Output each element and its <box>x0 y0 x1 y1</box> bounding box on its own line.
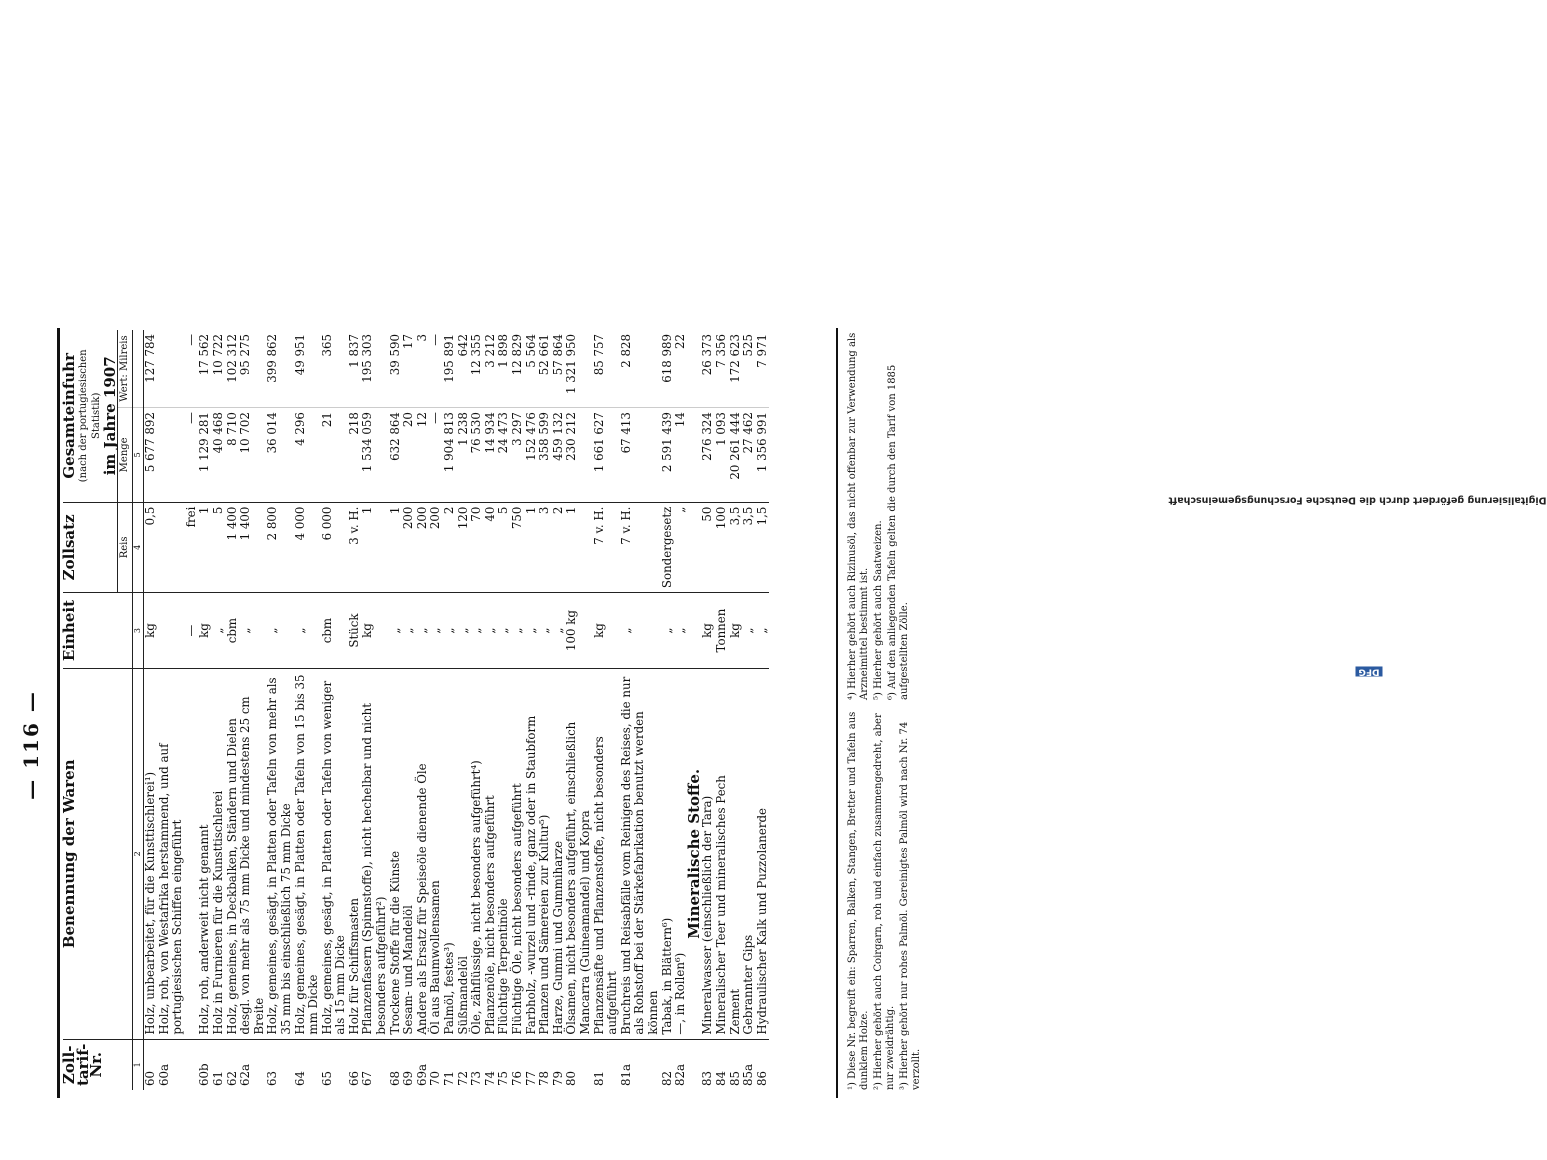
unit-cell: „ <box>552 593 566 669</box>
import-table <box>60 330 769 1090</box>
value-cell: 195 303 <box>360 334 375 383</box>
table-row <box>143 330 157 1090</box>
value-cell: 26 373 <box>700 334 715 376</box>
table-row <box>661 330 675 1090</box>
unit-cell <box>158 593 185 669</box>
value-cell: 525 <box>741 334 756 357</box>
tariff-nr-cell: 65 <box>321 1039 348 1090</box>
quantity-cell: 152 476 <box>525 408 539 503</box>
duty-rate-cell: 750 <box>511 502 525 592</box>
unit-cell: „ <box>389 593 403 669</box>
goods-name-cell: Holz, unbearbeitet, für die Kunsttischlerei¹) <box>143 668 157 1039</box>
value-cell: 49 951 <box>292 334 307 376</box>
goods-name-cell: Flüchtige Terpentinöle <box>497 668 511 1039</box>
goods-name-cell: Pflanzen und Sämereien zur Kultur⁵) <box>538 668 552 1039</box>
duty-rate-cell: 1 <box>565 502 592 592</box>
goods-name-cell: Holz, roh, anderweit nicht genannt <box>198 668 212 1039</box>
goods-name-cell: Andere als Ersatz für Speiseöle dienende Öle <box>416 668 430 1039</box>
duty-rate-cell: 200 <box>429 502 443 592</box>
value-cell: 7 356 <box>713 334 728 368</box>
goods-name-cell: Holz, gemeines, gesägt, in Platten oder Tafeln von mehr als 35 mm bis einschließlich 75 mm Dicke <box>266 668 293 1039</box>
quantity-cell: — <box>185 408 199 503</box>
value-cell: 1 898 <box>496 334 511 368</box>
goods-name-cell: Holz, gemeines, gesägt, in Platten oder Tafeln von weniger als 15 mm Dicke <box>321 668 348 1039</box>
goods-name-cell: Pflanzenöle, nicht besonders aufgeführt <box>484 668 498 1039</box>
tariff-nr-cell: 68 <box>389 1039 403 1090</box>
table-body-main <box>143 330 687 1090</box>
header-rate: Zollsatz <box>63 502 118 592</box>
value-cell: 618 989 <box>659 334 674 383</box>
tariff-nr-cell: 85 <box>729 1039 743 1090</box>
value-cell: — <box>183 334 198 346</box>
unit-cell: cbm <box>226 593 240 669</box>
rotated-page <box>1 330 1311 1160</box>
quantity-cell: 12 <box>416 408 430 503</box>
unit-cell: cbm <box>321 593 348 669</box>
value-cell: 1 321 950 <box>564 334 579 395</box>
footnote-6: ⁶) Auf den anliegenden Tafeln gelten die durch den Tarif von 1885 aufgestellten Zölle. <box>887 364 910 700</box>
table-row <box>226 330 240 1090</box>
quantity-cell: 14 <box>674 408 688 503</box>
duty-rate-cell: 4 000 <box>294 502 321 592</box>
quantity-cell <box>158 408 185 503</box>
value-cell <box>158 330 185 408</box>
value-cell: 95 275 <box>238 334 253 376</box>
quantity-cell: 5 677 892 <box>143 408 157 503</box>
table-row <box>715 330 729 1090</box>
table-row <box>457 330 471 1090</box>
quantity-cell: 1 129 281 <box>198 408 212 503</box>
goods-name-cell: Sesam- und Mandelöl <box>402 668 416 1039</box>
goods-name-cell: Tabak, in Blättern⁶) <box>661 668 675 1039</box>
goods-name-cell: Holz, gemeines, in Deckbalken, Ständern und Dielen <box>226 668 240 1039</box>
duty-rate-cell: 50 <box>701 502 715 592</box>
table-row <box>361 330 388 1090</box>
duty-rate-cell: 5 <box>212 502 226 592</box>
tariff-nr-cell: 74 <box>484 1039 498 1090</box>
unit-cell: „ <box>525 593 539 669</box>
value-cell: — <box>428 334 443 346</box>
unit-cell: „ <box>538 593 552 669</box>
tariff-nr-cell: 67 <box>361 1039 388 1090</box>
colnum-4: 4 <box>132 502 143 592</box>
quantity-cell: — <box>429 408 443 503</box>
quantity-cell: 358 599 <box>538 408 552 503</box>
duty-rate-cell: 7 v. H. <box>593 502 620 592</box>
tariff-nr-cell: 69 <box>402 1039 416 1090</box>
table-row <box>321 330 348 1090</box>
table-row <box>212 330 226 1090</box>
table-row <box>620 330 661 1090</box>
goods-name-cell: Holz, gemeines, gesägt, in Platten oder Tafeln von 15 bis 35 mm Dicke <box>294 668 321 1039</box>
duty-rate-cell: 200 <box>402 502 416 592</box>
unit-cell: „ <box>402 593 416 669</box>
tariff-nr-cell: 84 <box>715 1039 729 1090</box>
table-row <box>552 330 566 1090</box>
unit-cell: „ <box>674 593 688 669</box>
table-row <box>565 330 592 1090</box>
value-cell: 127 784 <box>142 334 157 383</box>
goods-name-cell: Holz für Schiffsmasten <box>348 668 362 1039</box>
unit-cell: „ <box>239 593 266 669</box>
goods-name-cell: Hydraulischer Kalk und Puzzolanerde <box>756 668 770 1039</box>
quantity-cell: 1 904 813 <box>443 408 457 503</box>
tariff-nr-cell: 81a <box>620 1039 661 1090</box>
table-row <box>429 330 443 1090</box>
unit-cell: kg <box>729 593 743 669</box>
table-row <box>497 330 511 1090</box>
duty-rate-cell: 200 <box>416 502 430 592</box>
goods-name-cell: Farbholz, -wurzel und -rinde, ganz oder in Staubform <box>525 668 539 1039</box>
value-cell: 3 <box>414 334 429 342</box>
table-row <box>239 330 266 1090</box>
tariff-nr-cell: 69a <box>416 1039 430 1090</box>
duty-rate-cell: 1 400 <box>226 502 240 592</box>
unit-cell: „ <box>756 593 770 669</box>
value-cell: 17 562 <box>197 334 212 376</box>
quantity-cell: 27 462 <box>742 408 756 503</box>
duty-rate-cell: 120 <box>457 502 471 592</box>
value-cell: 642 <box>455 334 470 357</box>
table-row <box>470 330 484 1090</box>
tariff-nr-cell: 60b <box>198 1039 212 1090</box>
table-row <box>742 330 756 1090</box>
header-total-import <box>60 330 119 502</box>
header-quantity: Menge <box>118 408 133 503</box>
tariff-nr-cell: 60 <box>143 1039 157 1090</box>
tariff-nr-cell: 66 <box>348 1039 362 1090</box>
colnum-1: 1 <box>132 1039 143 1090</box>
value-cell: 2 828 <box>618 334 633 368</box>
value-cell: 10 722 <box>210 334 225 376</box>
table-row <box>348 330 362 1090</box>
unit-cell: Stück <box>348 593 362 669</box>
table-row <box>294 330 321 1090</box>
quantity-cell: 20 <box>402 408 416 503</box>
value-cell: 17 <box>401 334 416 350</box>
quantity-cell: 21 <box>321 408 348 503</box>
footnotes-left <box>847 710 925 1090</box>
duty-rate-cell: 1 <box>389 502 403 592</box>
quantity-cell: 1 093 <box>715 408 729 503</box>
digitization-note-text: Digitalisierung gefördert durch die Deutsche Forschungsgemeinschaft <box>1168 494 1547 506</box>
goods-name-cell: Gebrannter Gips <box>742 668 756 1039</box>
quantity-cell: 36 014 <box>266 408 293 503</box>
unit-cell: „ <box>742 593 756 669</box>
duty-rate-cell: 40 <box>484 502 498 592</box>
unit-cell: kg <box>593 593 620 669</box>
tariff-nr-cell: 77 <box>525 1039 539 1090</box>
tariff-nr-cell <box>185 1039 199 1090</box>
goods-name-cell: Palmöl, festes³) <box>443 668 457 1039</box>
quantity-cell: 1 661 627 <box>593 408 620 503</box>
quantity-cell: 76 530 <box>470 408 484 503</box>
quantity-cell: 8 710 <box>226 408 240 503</box>
quantity-cell: 1 238 <box>457 408 471 503</box>
colnum-5: 5 <box>132 408 143 503</box>
value-cell: 1 837 <box>346 334 361 368</box>
duty-rate-cell: 70 <box>470 502 484 592</box>
value-cell: 5 564 <box>523 334 538 368</box>
tariff-nr-cell: 81 <box>593 1039 620 1090</box>
value-cell: 365 <box>319 334 334 357</box>
footnote-3: ³) Hierher gehört nur rohes Palmöl. Gereinigtes Palmöl wird nach Nr. 74 verzollt. <box>899 721 922 1090</box>
header-goods-label: Benennung der Waren <box>60 759 78 949</box>
table-row <box>402 330 416 1090</box>
section-mineral <box>684 330 703 1090</box>
unit-cell: „ <box>294 593 321 669</box>
duty-rate-cell: 1,5 <box>756 502 770 592</box>
unit-cell: „ <box>484 593 498 669</box>
duty-rate-cell: 0,5 <box>143 502 157 592</box>
duty-rate-cell: 2 800 <box>266 502 293 592</box>
unit-cell: Tonnen <box>715 593 729 669</box>
duty-rate-cell: 3,5 <box>742 502 756 592</box>
quantity-cell: 459 132 <box>552 408 566 503</box>
footnote-2: ²) Hierher gehört auch Coirgarn, roh und einfach zusammengedreht, aber nur zweidrähtig. <box>873 713 896 1090</box>
tariff-nr-cell: 63 <box>266 1039 293 1090</box>
goods-name-cell: Pflanzenfasern (Spinnstoffe), nicht hechelbar und nicht besonders aufgeführt²) <box>361 668 388 1039</box>
colnum-2: 2 <box>132 668 143 1039</box>
goods-name-cell: Holz in Furnieren für die Kunsttischlerei <box>212 668 226 1039</box>
tariff-nr-cell: 73 <box>470 1039 484 1090</box>
table-row <box>158 330 185 1090</box>
table-row <box>674 330 688 1090</box>
value-cell: 57 864 <box>550 334 565 376</box>
value-cell: 85 757 <box>591 334 606 376</box>
bottom-rule <box>836 328 838 1098</box>
goods-name-cell: Ölsamen, nicht besonders aufgeführt, einschließlich Mancarra (Guineamandel) und Kopra <box>565 668 592 1039</box>
value-cell: 3 212 <box>482 334 497 368</box>
quantity-cell: 24 473 <box>497 408 511 503</box>
header-total-import-year: im Jahre 1907 <box>100 356 119 476</box>
duty-rate-cell: 2 <box>443 502 457 592</box>
tariff-nr-cell: 82 <box>661 1039 675 1090</box>
unit-cell: „ <box>497 593 511 669</box>
unit-cell: „ <box>470 593 484 669</box>
colnum-6 <box>132 330 143 408</box>
tariff-nr-cell: 86 <box>756 1039 770 1090</box>
goods-name-cell: Trockene Stoffe für die Künste <box>389 668 403 1039</box>
value-cell: 12 829 <box>510 334 524 376</box>
colnum-3: 3 <box>132 593 143 669</box>
quantity-cell: 10 702 <box>239 408 266 503</box>
goods-name-cell: Mineralwasser (einschließlich der Tara) <box>701 668 715 1039</box>
header-total-import-sub: (nach der portugiesischen Statistik) <box>77 349 103 483</box>
unit-cell: — <box>185 593 199 669</box>
unit-cell: kg <box>198 593 212 669</box>
quantity-cell: 276 324 <box>701 408 715 503</box>
tariff-nr-cell: 82a <box>674 1039 688 1090</box>
tariff-nr-cell: 60a <box>158 1039 185 1090</box>
value-cell: 52 661 <box>537 334 552 376</box>
duty-rate-cell: 5 <box>497 502 511 592</box>
unit-cell: „ <box>266 593 293 669</box>
quantity-cell: 2 591 439 <box>661 408 675 503</box>
section-mineral-title: Mineralische Stoffe. <box>688 668 702 1039</box>
duty-rate-cell: 1 <box>198 502 212 592</box>
header-tariff-nr: Zoll-tarif-Nr. <box>63 1039 132 1090</box>
quantity-cell: 218 <box>348 408 362 503</box>
quantity-cell: 20 261 444 <box>729 408 743 503</box>
goods-name-cell: desgl. von mehr als 75 mm Dicke und mindestens 25 cm Breite <box>239 668 266 1039</box>
unit-cell: „ <box>661 593 675 669</box>
duty-rate-cell: 1 <box>525 502 539 592</box>
unit-cell: kg <box>701 593 715 669</box>
table-row <box>511 330 525 1090</box>
table-row <box>416 330 430 1090</box>
tariff-nr-cell: 62 <box>226 1039 240 1090</box>
unit-cell: „ <box>620 593 661 669</box>
quantity-cell: 67 413 <box>620 408 661 503</box>
unit-cell: 100 kg <box>565 593 592 669</box>
tariff-nr-cell: 79 <box>552 1039 566 1090</box>
tariff-nr-cell: 85a <box>742 1039 756 1090</box>
duty-rate-cell: 3,5 <box>729 502 743 592</box>
goods-name-cell: Mineralischer Teer und mineralisches Pech <box>715 668 729 1039</box>
tariff-nr-cell: 80 <box>565 1039 592 1090</box>
tariff-nr-cell: 64 <box>294 1039 321 1090</box>
tariff-nr-cell: 62a <box>239 1039 266 1090</box>
value-cell: 7 971 <box>754 334 769 368</box>
value-cell: 172 623 <box>727 334 742 383</box>
table-row <box>701 330 715 1090</box>
goods-name-cell <box>185 668 199 1039</box>
footnote-4: ⁴) Hierher gehört auch Rizinusöl, das nicht offenbar zur Verwendung als Arzneimittel bestimmt ist. <box>847 332 870 700</box>
goods-name-cell: Pflanzensäfte und Pflanzenstoffe, nicht besonders aufgeführt <box>593 668 620 1039</box>
duty-rate-cell: 3 v. H. <box>348 502 362 592</box>
duty-rate-cell: 6 000 <box>321 502 348 592</box>
table-row <box>538 330 552 1090</box>
tariff-nr-cell: 76 <box>511 1039 525 1090</box>
duty-rate-cell: „ <box>674 502 688 592</box>
value-cell: 195 891 <box>442 334 457 383</box>
unit-cell: „ <box>443 593 457 669</box>
goods-name-cell: Öle, zähflüssige, nicht besonders aufgeführt⁴) <box>470 668 484 1039</box>
duty-rate-cell: frei <box>185 502 199 592</box>
value-cell: 12 355 <box>469 334 484 376</box>
quantity-cell: 1 534 059 <box>361 408 388 503</box>
header-goods <box>60 668 132 1039</box>
unit-cell: „ <box>416 593 430 669</box>
quantity-cell: 230 212 <box>565 408 592 503</box>
table-body-mineral <box>701 330 769 1090</box>
tariff-nr-cell: 70 <box>429 1039 443 1090</box>
unit-cell: kg <box>361 593 388 669</box>
table-row <box>185 330 199 1090</box>
footnotes-right <box>847 320 913 700</box>
table-row <box>756 330 770 1090</box>
value-cell: 102 312 <box>224 334 239 383</box>
tariff-nr-cell: 72 <box>457 1039 471 1090</box>
value-cell: 399 862 <box>265 334 280 383</box>
goods-name-cell: Zement <box>729 668 743 1039</box>
duty-rate-cell: 100 <box>715 502 729 592</box>
digitization-note <box>1168 10 1547 990</box>
duty-rate-cell: 7 v. H. <box>620 502 661 592</box>
tariff-nr-cell: 83 <box>701 1039 715 1090</box>
column-number-row <box>132 330 143 1090</box>
dfg-logo: DFG <box>1356 666 1383 676</box>
goods-name-cell: Holz, roh, von Westafrika herstammend, und auf portugiesischen Schiffen eingeführt <box>158 668 185 1039</box>
goods-name-cell: Harze, Gummi und Gummiharze <box>552 668 566 1039</box>
quantity-cell: 4 296 <box>294 408 321 503</box>
quantity-cell: 632 864 <box>389 408 403 503</box>
table-row <box>525 330 539 1090</box>
quantity-cell: 40 468 <box>212 408 226 503</box>
unit-cell: kg <box>143 593 157 669</box>
goods-name-cell: Süßmandelöl <box>457 668 471 1039</box>
goods-name-cell: Bruchreis und Reisabfälle vom Reinigen des Reises, die nur als Rohstoff bei der Stärkefabrikation benutzt werden können <box>620 668 661 1039</box>
value-cell: 22 <box>673 334 688 350</box>
tariff-nr-cell: 75 <box>497 1039 511 1090</box>
goods-name-cell: —, in Rollen⁶) <box>674 668 688 1039</box>
tariff-nr-cell: 78 <box>538 1039 552 1090</box>
quantity-cell: 1 356 991 <box>756 408 770 503</box>
table-row <box>593 330 620 1090</box>
header-rate-sub: Reis <box>118 502 133 592</box>
goods-name-cell: Öl aus Baumwollensamen <box>429 668 443 1039</box>
unit-cell: „ <box>429 593 443 669</box>
duty-rate-cell <box>158 502 185 592</box>
quantity-cell: 14 934 <box>484 408 498 503</box>
footnote-5: ⁵) Hierher gehört auch Saatweizen. <box>873 520 884 700</box>
unit-cell: „ <box>457 593 471 669</box>
tariff-nr-cell: 71 <box>443 1039 457 1090</box>
tariff-nr-cell: 61 <box>212 1039 226 1090</box>
duty-rate-cell: 3 <box>538 502 552 592</box>
footnote-1: ¹) Diese Nr. begreift ein: Sparren, Balken, Stangen, Bretter und Tafeln aus dunklem Holze. <box>847 711 870 1090</box>
quantity-cell: 3 297 <box>511 408 525 503</box>
table-row <box>389 330 403 1090</box>
duty-rate-cell: Sondergesetz <box>661 502 675 592</box>
header-value: Wert: Milreis <box>118 330 133 408</box>
header-total-import-title: Gesamteinfuhr <box>60 353 78 479</box>
value-cell: 39 590 <box>387 334 402 376</box>
table-row <box>729 330 743 1090</box>
duty-rate-cell: 1 400 <box>239 502 266 592</box>
duty-rate-cell: 2 <box>552 502 566 592</box>
header-unit: Einheit <box>63 593 132 669</box>
table-row <box>443 330 457 1090</box>
page-number: — 116 — <box>19 690 43 800</box>
table-row <box>198 330 212 1090</box>
table-row <box>484 330 498 1090</box>
duty-rate-cell: 1 <box>361 502 388 592</box>
unit-cell: „ <box>511 593 525 669</box>
table-row <box>266 330 293 1090</box>
unit-cell: „ <box>212 593 226 669</box>
goods-name-cell: Flüchtige Öle, nicht besonders aufgeführt <box>511 668 525 1039</box>
